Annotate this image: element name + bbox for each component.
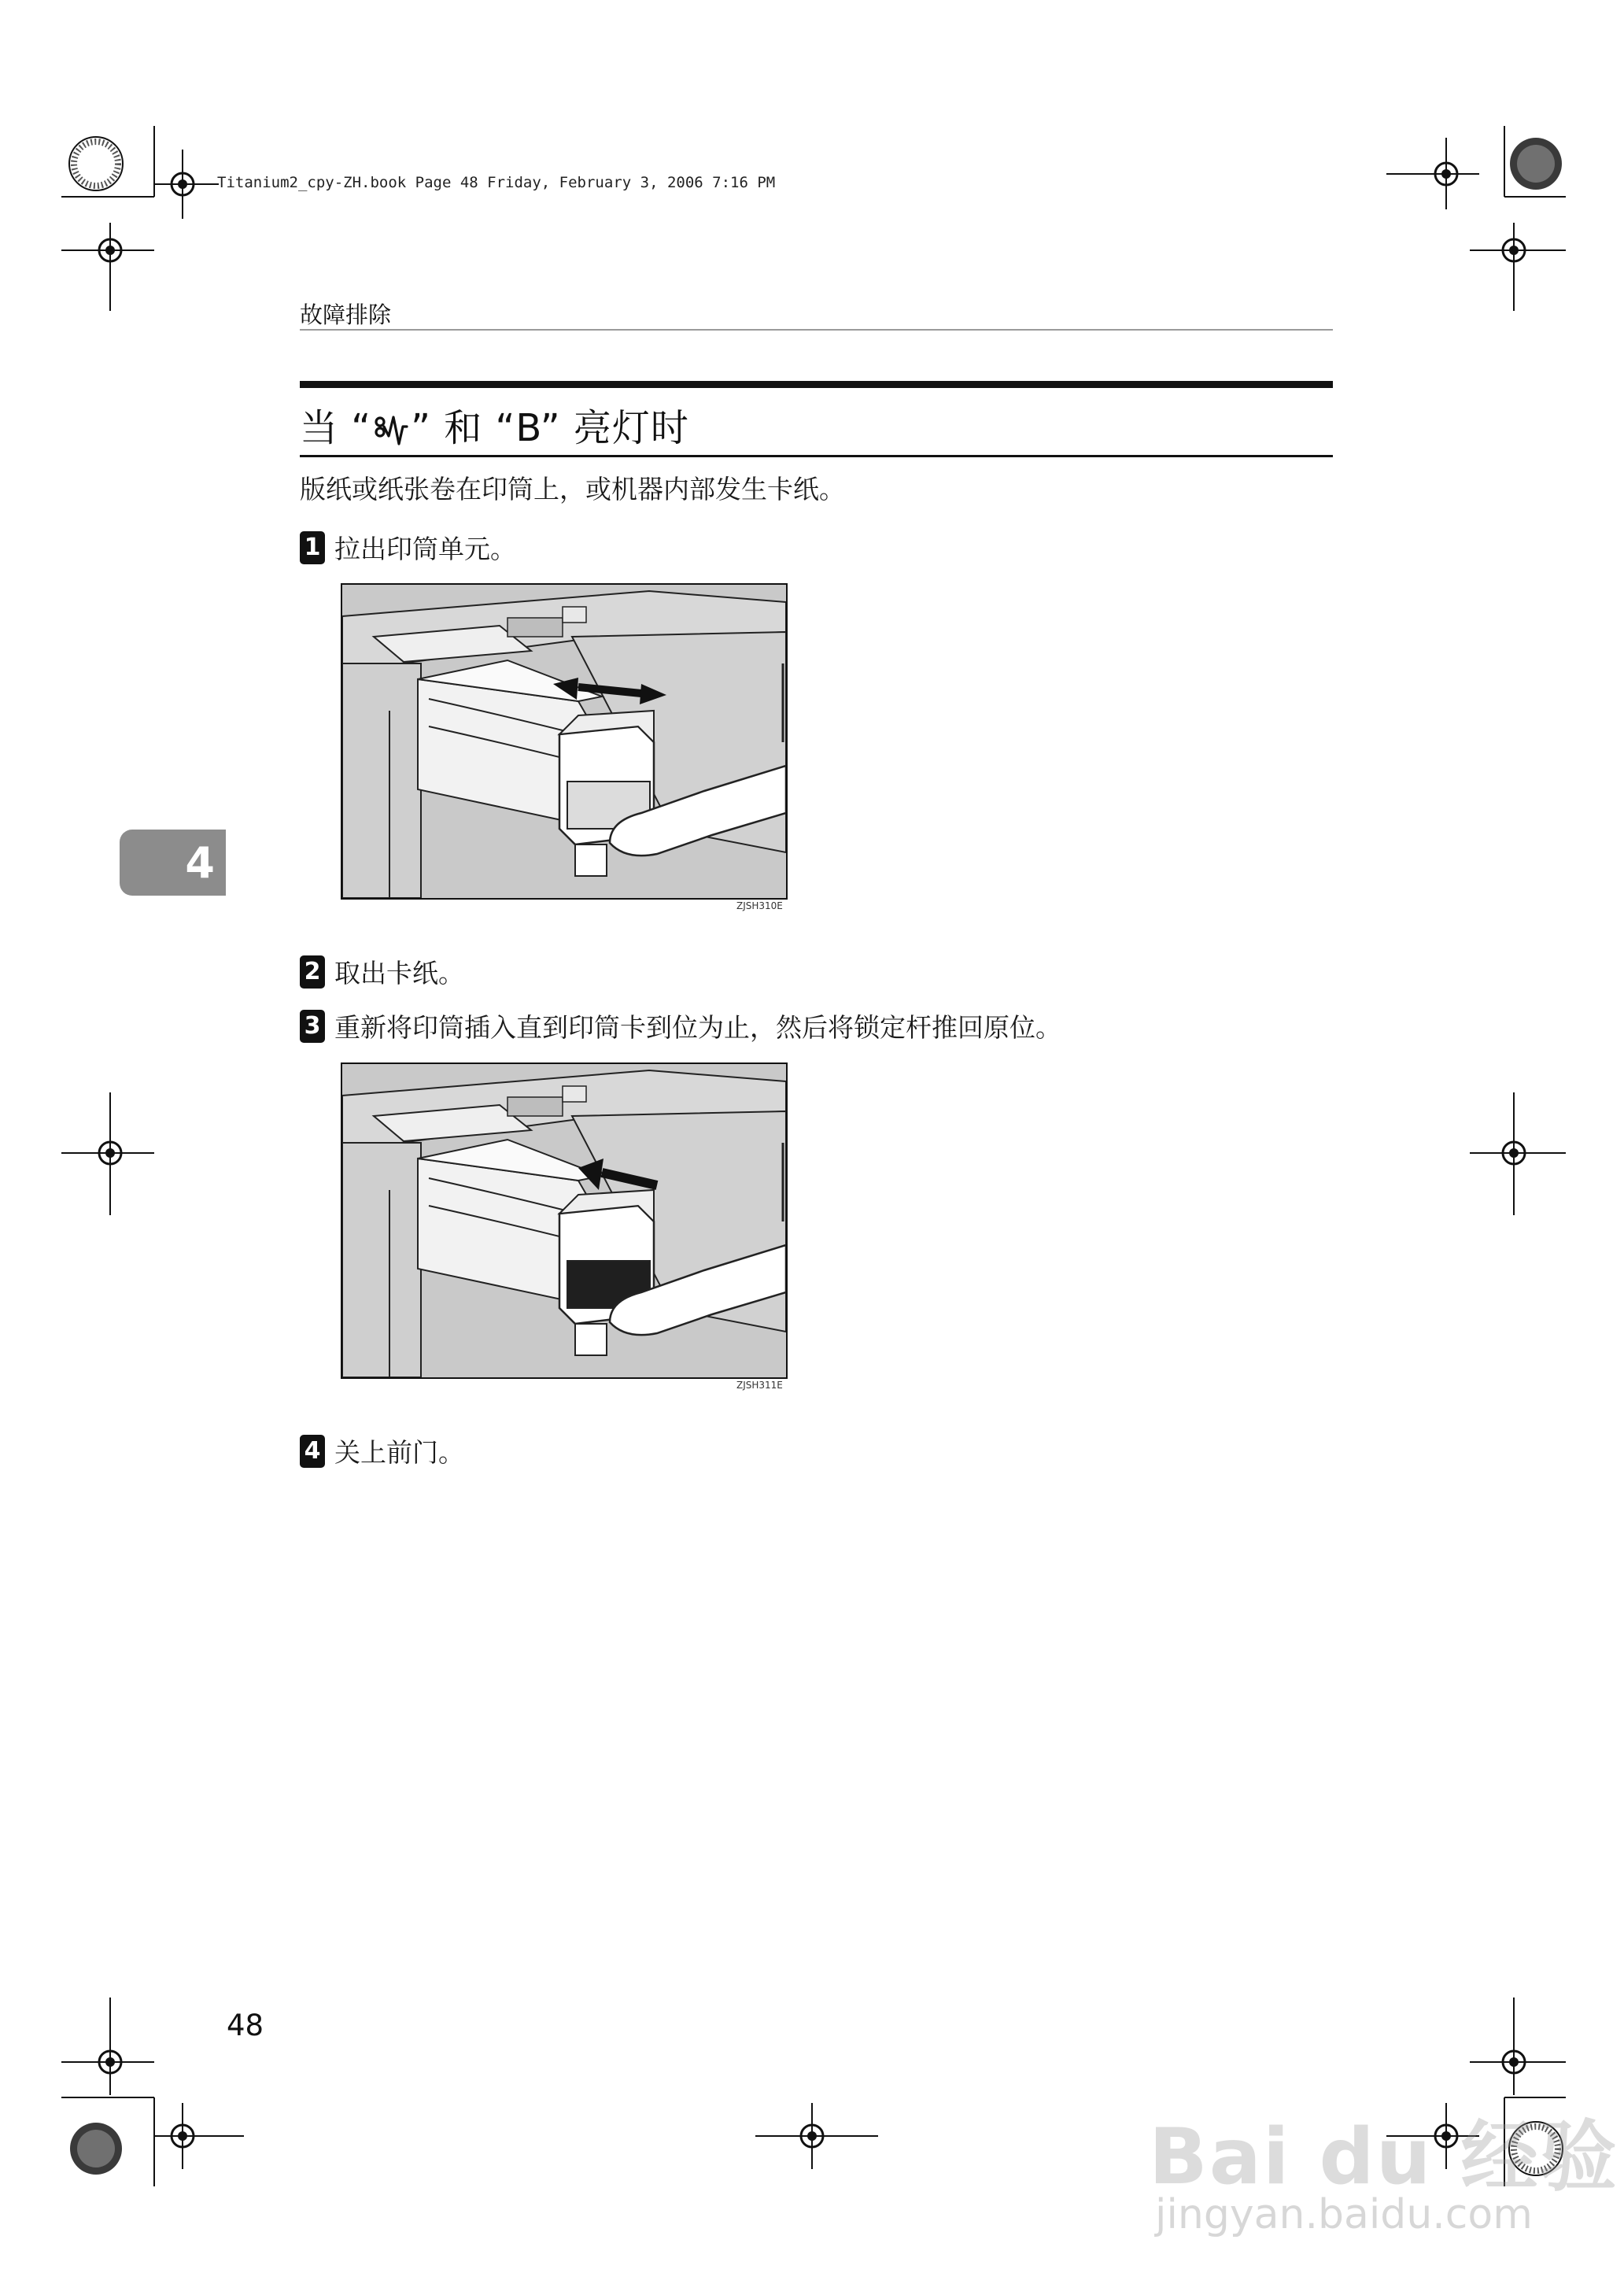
chapter-tab: 4: [120, 830, 226, 896]
step-1: [300, 529, 516, 566]
figure-code: ZJSH311E: [736, 1380, 783, 1391]
step-text: 拉出印筒单元。: [334, 534, 516, 564]
step-number: 1: [300, 531, 325, 564]
step-text: 关上前门。: [334, 1437, 464, 1468]
breadcrumb: 故障排除: [300, 301, 392, 328]
section-title: [300, 397, 689, 452]
figure-code: ZJSH310E: [736, 900, 783, 911]
drum-illustration: [342, 1064, 786, 1377]
title-suffix: ” 和 “B” 亮灯时: [411, 406, 689, 450]
step-number: 2: [300, 955, 325, 989]
page-number: 48: [227, 2009, 264, 2042]
step-4: [300, 1432, 464, 1469]
figure-push-in-drum: [341, 1062, 788, 1379]
step-number: 3: [300, 1010, 325, 1043]
step-number: 4: [300, 1435, 325, 1468]
section-intro: 版纸或纸张卷在印筒上，或机器内部发生卡纸。: [300, 474, 845, 504]
step-text: 取出卡纸。: [334, 958, 464, 989]
title-prefix: 当 “: [300, 406, 372, 450]
paper-misfeed-icon: [373, 412, 409, 449]
section-top-rule: [300, 381, 1333, 388]
step-text: 重新将印筒插入直到印筒卡到位为止，然后将锁定杆推回原位。: [334, 1012, 1061, 1043]
step-2: [300, 953, 464, 990]
watermark-url: jingyan.baidu.com: [1155, 2191, 1533, 2238]
section-title-rule: [300, 455, 1333, 457]
figure-pull-out-drum: [341, 583, 788, 900]
watermark-logo: Bai du 经验: [1149, 2112, 1618, 2202]
drum-illustration: [342, 585, 786, 898]
file-header: Titanium2_cpy-ZH.book Page 48 Friday, February 3, 2006 7:16 PM: [217, 174, 776, 191]
step-3: [300, 1007, 1061, 1044]
breadcrumb-rule: [300, 329, 1333, 331]
